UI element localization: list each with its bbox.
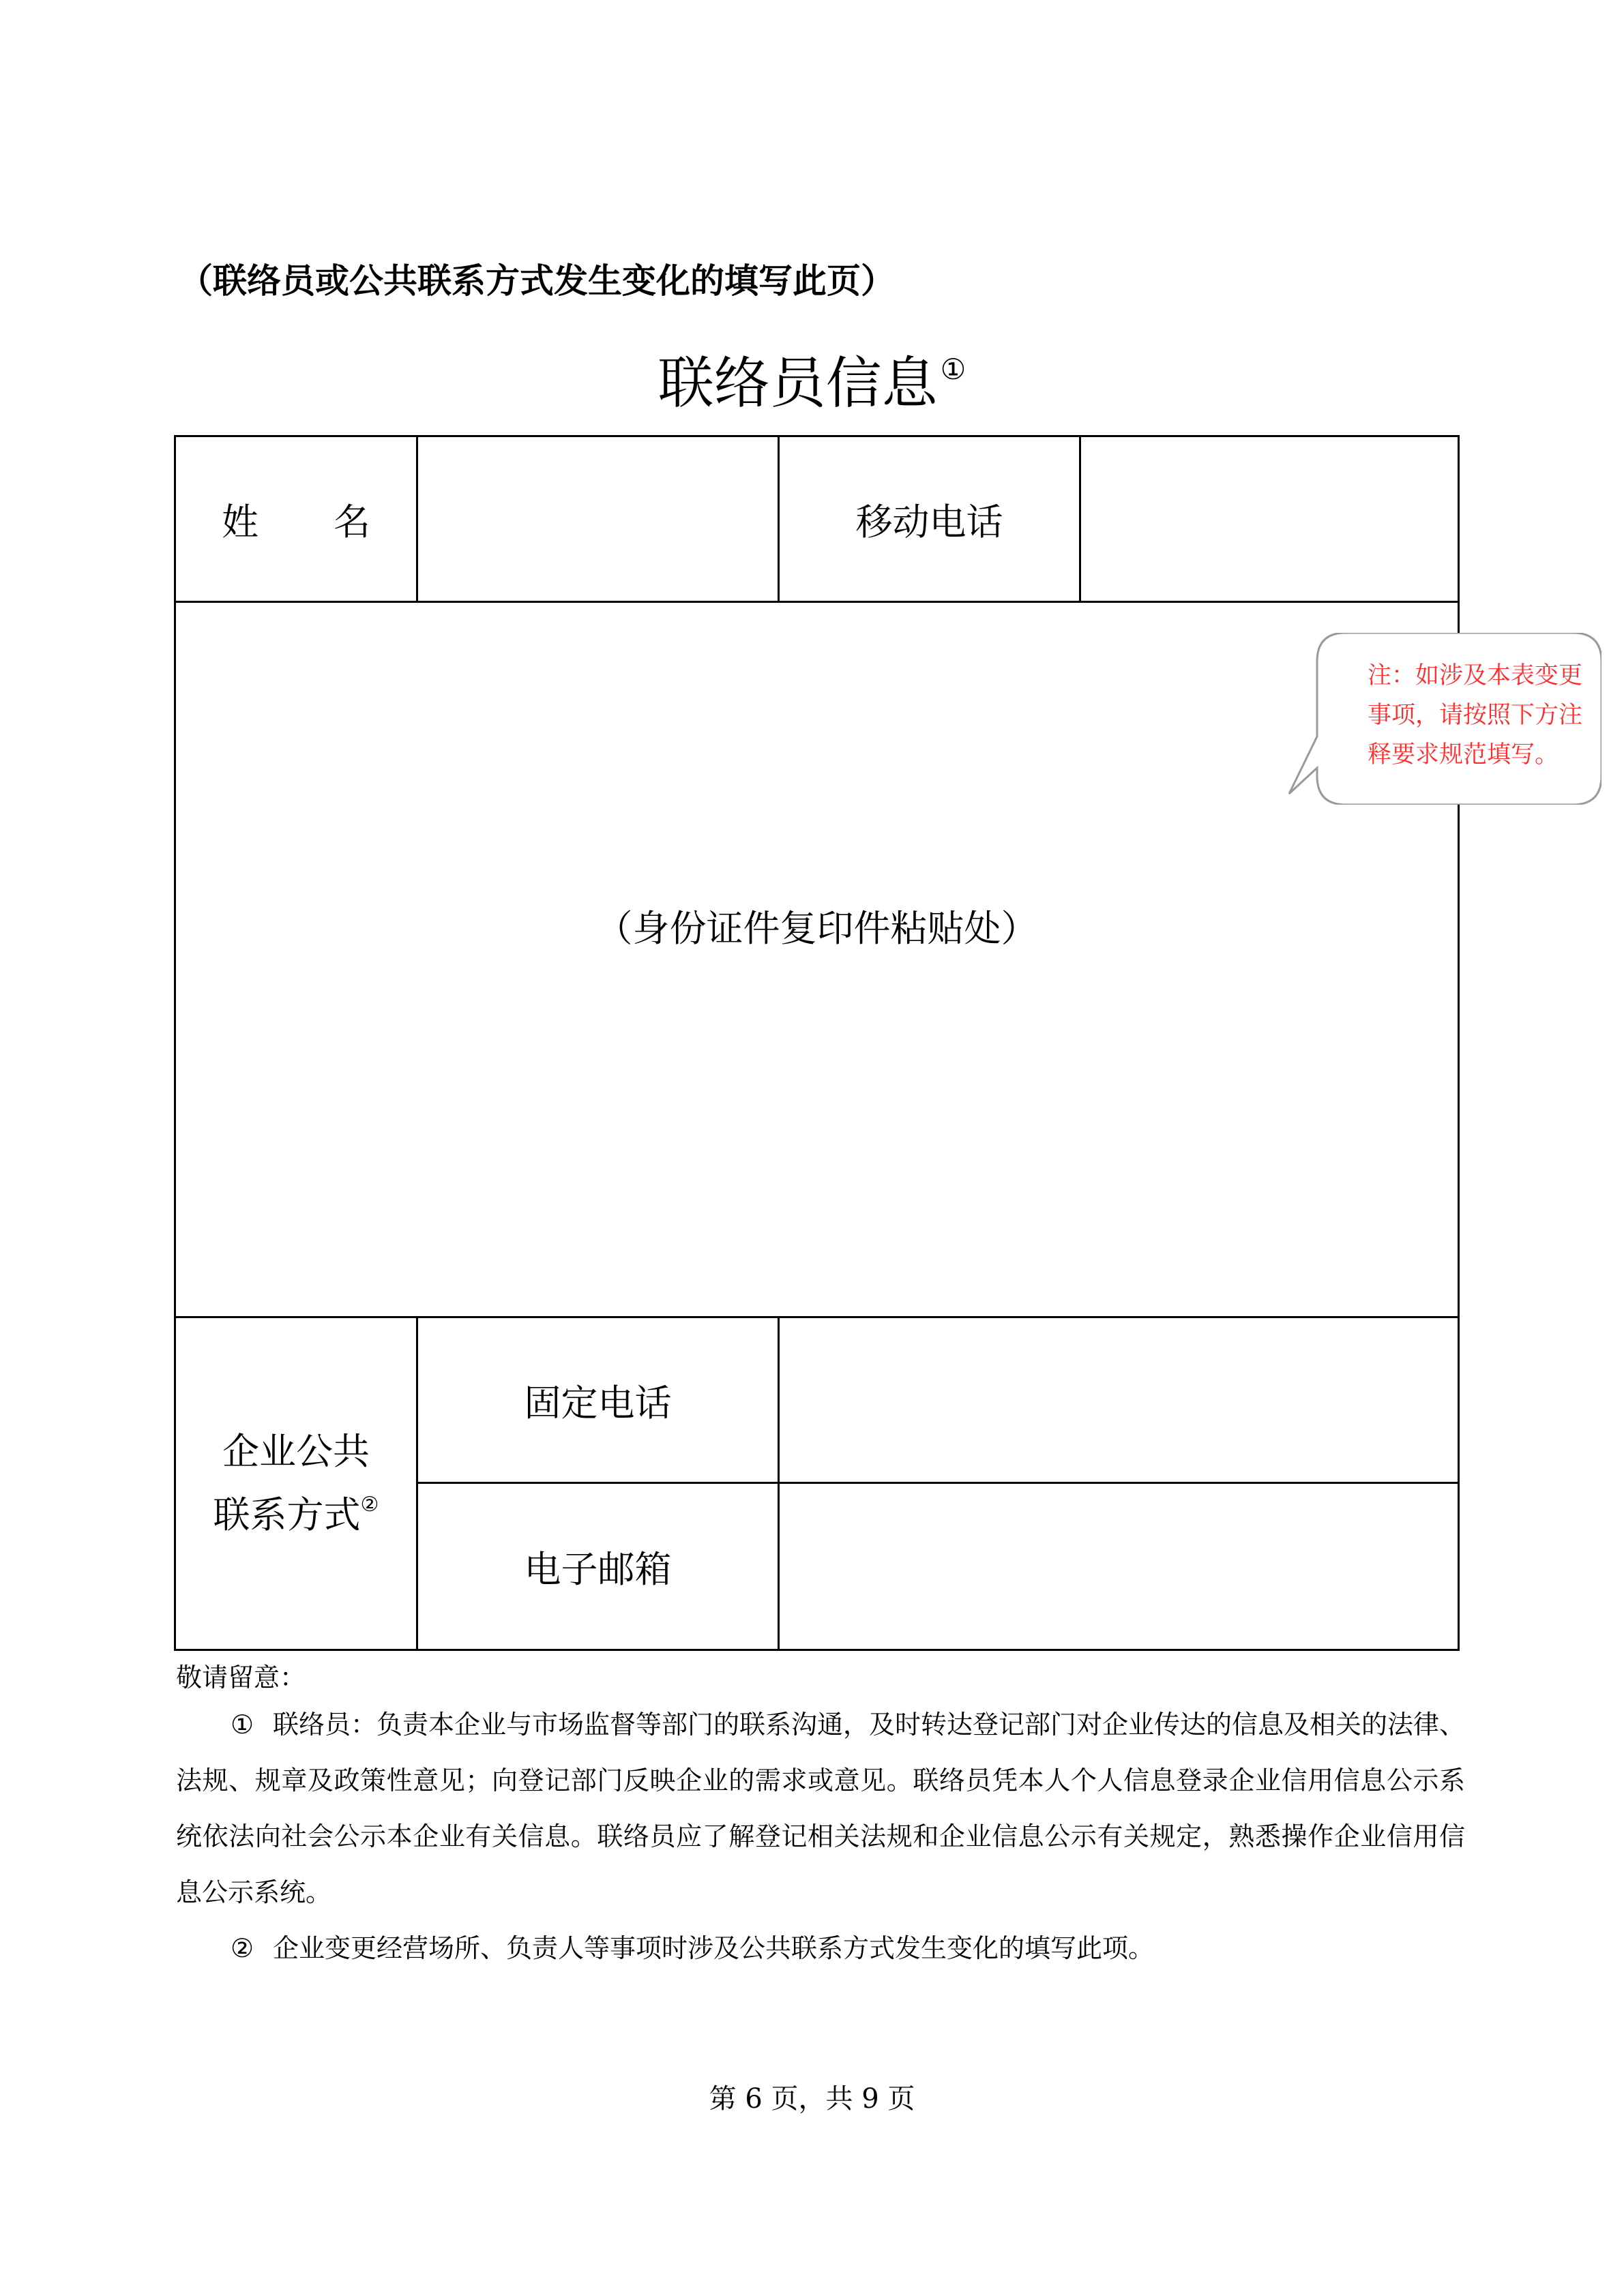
note-text-2: 企业变更经营场所、负责人等事项时涉及公共联系方式发生变化的填写此项。 xyxy=(273,1933,1155,1963)
note-number-2: ② xyxy=(231,1933,254,1963)
mobile-phone-label: 移动电话 xyxy=(855,500,1003,543)
email-label: 电子邮箱 xyxy=(524,1547,672,1591)
public-contact-label-line2-text: 联系方式 xyxy=(213,1493,361,1536)
id-copy-paste-label: （身份证件复印件粘贴处） xyxy=(595,906,1038,950)
note-item-1 xyxy=(176,1697,1465,1920)
name-label-right: 名 xyxy=(334,500,370,543)
note-number-1: ① xyxy=(231,1710,254,1740)
form-title xyxy=(0,339,1624,419)
note-item-2 xyxy=(176,1920,1465,1976)
footnote-mark-2: ② xyxy=(360,1493,379,1517)
public-contact-label-line1: 企业公共 xyxy=(222,1430,370,1473)
id-copy-paste-area xyxy=(176,603,1458,1316)
page-heading: （联络员或公共联系方式发生变化的填写此页） xyxy=(179,261,895,301)
footnote-mark-1: ① xyxy=(940,353,966,386)
landline-phone-label: 固定电话 xyxy=(524,1381,672,1425)
public-contact-label xyxy=(176,1318,416,1649)
page-number-footer: 第 6 页，共 9 页 xyxy=(709,2083,915,2115)
notes-title: 敬请留意： xyxy=(176,1663,306,1693)
table-border-bottom xyxy=(174,1649,1460,1651)
notes-section xyxy=(176,1658,1465,1976)
mobile-phone-value-cell[interactable] xyxy=(1081,437,1458,601)
table-border-right xyxy=(1458,435,1460,1651)
public-contact-label-line2 xyxy=(213,1478,379,1542)
callout-note-text: 注：如涉及本表变更事项，请按照下方注释要求规范填写。 xyxy=(1368,662,1583,769)
name-value-cell[interactable] xyxy=(418,437,778,601)
note-text-1: 联络员：负责本企业与市场监督等部门的联系沟通，及时转达登记部门对企业传达的信息及相关的法律、法规、规章及政策性意见；向登记部门反映企业的需求或意见。联络员凭本人个人信息登录企业信用信息公示系统依法向社会公示本企业有关信息。联络员应了解登记相关法规和企业信息公示有关规定，熟悉操作企业信用信息公示系统。 xyxy=(176,1710,1466,1907)
name-label xyxy=(176,437,416,601)
name-label-left: 姓 xyxy=(222,500,259,543)
landline-phone-value-cell[interactable] xyxy=(780,1318,1458,1482)
email-value-cell[interactable] xyxy=(780,1484,1458,1649)
form-title-text: 联络员信息 xyxy=(658,351,938,416)
